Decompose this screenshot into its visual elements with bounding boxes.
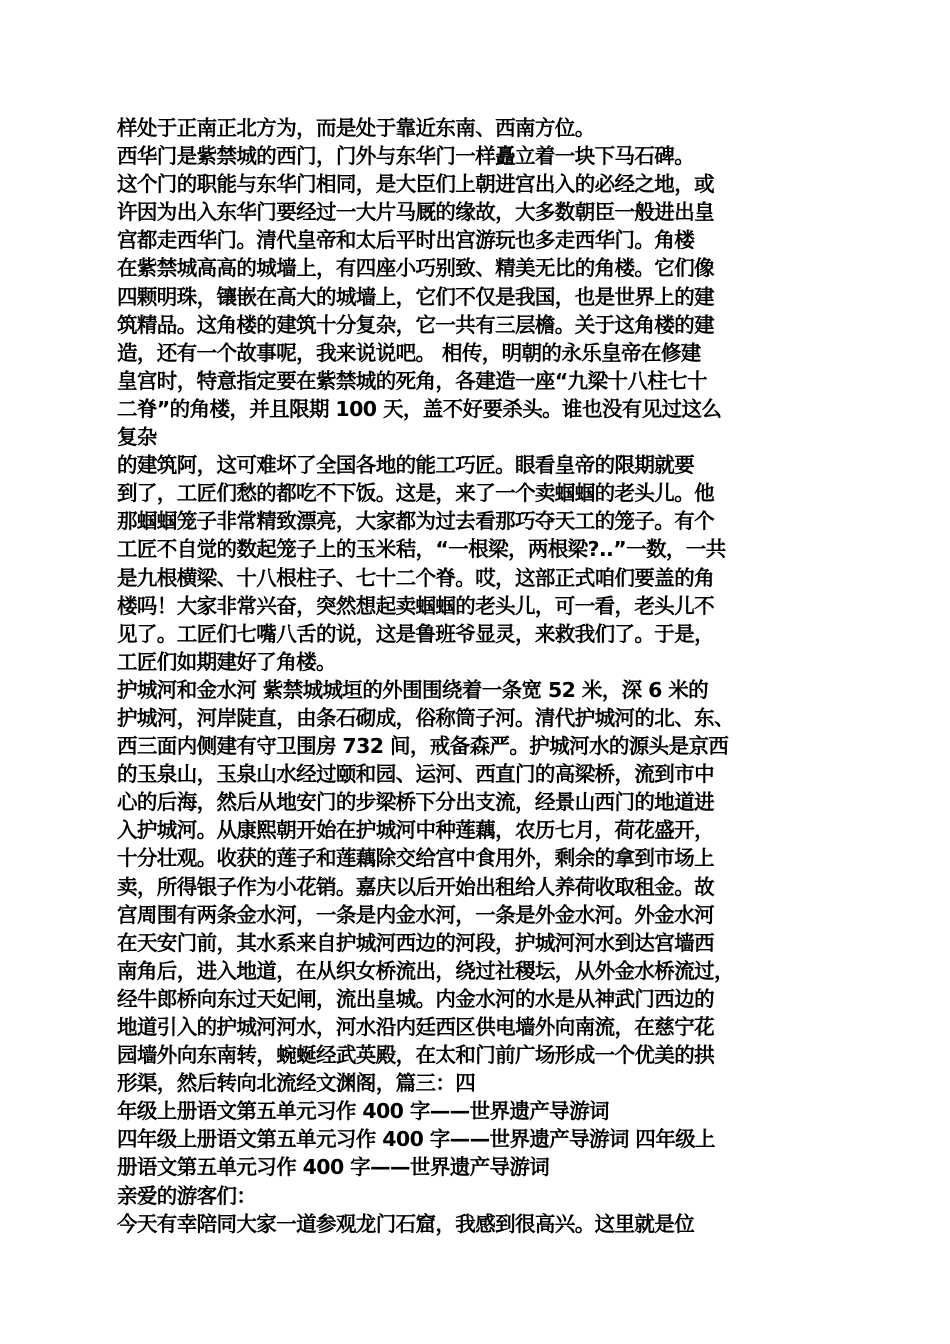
text-line: 形渠，然后转向北流经文渊阁，篇三：四 (117, 1071, 476, 1096)
text-line: 楼吗！大家非常兴奋，突然想起卖蝈蝈的老头儿，可一看，老头儿不 (117, 593, 714, 618)
text-line: 年级上册语文第五单元习作 400 字——世界遗产导游词 (117, 1099, 609, 1124)
text-line: 造，还有一个故事呢，我来说说吧。 相传，明朝的永乐皇帝在修建 (117, 340, 701, 365)
body-text (117, 114, 852, 1238)
text-line: 复杂 (117, 425, 157, 450)
text-line: 护城河和金水河 紫禁城城垣的外围围绕着一条宽 52 米，深 6 米的 (117, 677, 709, 702)
text-line: 样处于正南正北方为，而是处于靠近东南、西南方位。 (117, 116, 595, 140)
text-line: 到了，工匠们愁的都吃不下饭。这是，来了一个卖蝈蝈的老头儿。他 (117, 481, 714, 506)
text-line: 西华门是紫禁城的西门，门外与东华门一样矗立着一块下马石碑。 (117, 144, 695, 169)
text-line: 是九根横梁、十八根柱子、七十二个脊。哎，这部正式咱们要盖的角 (117, 565, 714, 590)
text-line: 护城河，河岸陡直，由条石砌成，俗称筒子河。清代护城河的北、东、 (117, 705, 734, 730)
text-line: 经牛郎桥向东过天妃闸，流出皇城。内金水河的水是从神武门西边的 (117, 986, 714, 1011)
text-line: 这个门的职能与东华门相同，是大臣们上朝进宫出入的必经之地，或 (117, 172, 714, 197)
text-line: 皇宫时，特意指定要在紫禁城的死角，各建造一座“九梁十八柱七十 (117, 368, 707, 393)
text-line: 宫周围有两条金水河，一条是内金水河，一条是外金水河。外金水河 (117, 902, 714, 927)
text-line: 宫都走西华门。清代皇帝和太后平时出宫游玩也多走西华门。角楼 (117, 228, 695, 253)
text-line: 工匠们如期建好了角楼。 (117, 649, 336, 674)
text-line: 四颗明珠，镶嵌在高大的城墙上，它们不仅是我国，也是世界上的建 (117, 284, 714, 309)
text-line: 地道引入的护城河河水，河水沿内廷西区供电墙外向南流，在慈宁花 (117, 1015, 714, 1039)
text-line: 卖，所得银子作为小花销。嘉庆以后开始出租给人养荷收取租金。故 (117, 874, 714, 899)
text-line: 二脊”的角楼，并且限期 100 天，盖不好要杀头。谁也没有见过这么 (117, 396, 722, 421)
text-line: 筑精品。这角楼的建筑十分复杂，它一共有三层檐。关于这角楼的建 (117, 312, 714, 337)
text-line: 许因为出入东华门要经过一大片马厩的缘故，大多数朝臣一般进出皇 (117, 200, 714, 225)
text-line: 的建筑阿，这可难坏了全国各地的能工巧匠。眼看皇帝的限期就要 (117, 453, 695, 478)
text-line: 见了。工匠们七嘴八舌的说，这是鲁班爷显灵，来救我们了。于是， (117, 621, 714, 646)
text-line: 册语文第五单元习作 400 字——世界遗产导游词 (117, 1155, 550, 1180)
text-line: 西三面内侧建有守卫围房 732 间，戒备森严。护城河水的源头是京西 (117, 734, 729, 759)
text-line: 园墙外向东南转，蜿蜒经武英殿，在太和门前广场形成一个优美的拱 (117, 1043, 714, 1068)
text-line: 亲爱的游客们： (117, 1183, 257, 1208)
text-line: 入护城河。从康熙朝开始在护城河中种莲藕，农历七月，荷花盛开， (117, 818, 714, 843)
text-line: 今天有幸陪同大家一道参观龙门石窟，我感到很高兴。这里就是位 (117, 1211, 695, 1236)
text-line: 南角后，进入地道，在从织女桥流出，绕过社稷坛，从外金水桥流过， (117, 958, 734, 983)
text-line: 工匠不自觉的数起笼子上的玉米秸，“一根梁，两根梁?..”一数，一共 (117, 537, 726, 562)
text-line: 那蝈蝈笼子非常精致漂亮，大家都为过去看那巧夺天工的笼子。有个 (117, 509, 714, 534)
text-line: 心的后海，然后从地安门的步梁桥下分出支流，经景山西门的地道进 (117, 790, 714, 815)
text-line: 在天安门前，其水系来自护城河西边的河段，护城河河水到达宫墙西 (117, 930, 714, 955)
text-line: 十分壮观。收获的莲子和莲藕除交给宫中食用外，剩余的拿到市场上 (117, 846, 714, 871)
text-line: 在紫禁城高高的城墙上，有四座小巧别致、精美无比的角楼。它们像 (117, 256, 714, 281)
text-line: 四年级上册语文第五单元习作 400 字——世界遗产导游词 四年级上 (117, 1127, 715, 1152)
text-line: 的玉泉山，玉泉山水经过颐和园、运河、西直门的高梁桥，流到市中 (117, 762, 714, 787)
